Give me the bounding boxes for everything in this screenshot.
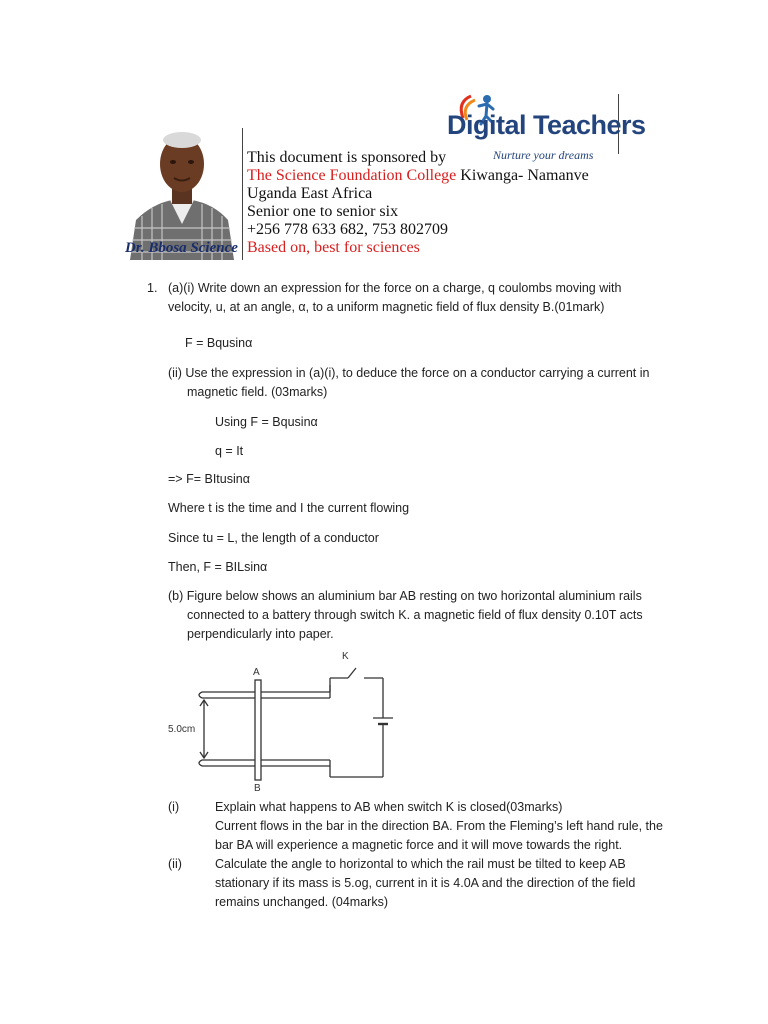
dimension-marker — [200, 700, 208, 758]
answer-step-6: Then, F = BILsinα — [168, 560, 268, 574]
motto-line: Based on, best for sciences — [247, 239, 420, 256]
sponsor-line: This document is sponsored by — [247, 149, 447, 166]
answer-step-1: Using F = Bqusinα — [215, 415, 318, 429]
answer-b-i: Current flows in the bar in the direction BA. From the Fleming’s left hand rule, the bar BA will experience a magnetic force and it will move towards the right. — [215, 819, 663, 852]
question-b-ii: Calculate the angle to horizontal to which the rail must be tilted to keep AB stationary if its mass is 5.og, current in it is 4.0A and the direction of the field remains unchanged. (04marks) — [215, 857, 636, 909]
logo-tagline: Nurture your dreams — [493, 148, 594, 162]
label-k: K — [342, 651, 349, 662]
college-line — [247, 167, 589, 185]
lower-rail — [199, 760, 330, 766]
upper-rail — [199, 678, 330, 698]
switch-k — [330, 668, 383, 678]
label-b: B — [254, 783, 261, 794]
question-a-i: (a)(i) Write down an expression for the force on a charge, q coulombs moving with velocity, u, at an angle, α, to a uniform magnetic field of flux density B.(01mark) — [168, 281, 622, 314]
question-b-intro: (b) Figure below shows an aluminium bar AB resting on two horizontal aluminium rails connected to a battery through switch K. a magnetic field of flux density 0.10T acts perpendicularly into paper. — [168, 589, 643, 641]
answer-step-4: Where t is the time and I the current flowing — [168, 501, 410, 515]
b-ii-number: (ii) — [168, 857, 182, 871]
b-i-number: (i) — [168, 800, 180, 814]
battery — [330, 678, 393, 777]
answer-step-5: Since tu = L, the length of a conductor — [168, 531, 379, 545]
college-place: Kiwanga- Namanve — [456, 167, 589, 184]
answer-step-3: => F= BItusinα — [168, 472, 250, 486]
college-name: The Science Foundation College — [247, 167, 457, 184]
answer-step-2: q = It — [215, 444, 244, 458]
levels-line: Senior one to senior six — [247, 203, 399, 220]
label-dimension: 5.0cm — [168, 724, 196, 735]
question-a-ii: (ii) Use the expression in (a)(i), to deduce the force on a conductor carrying a current in magnetic field. (03marks) — [168, 366, 650, 399]
answer-a-i: F = Bqusinα — [185, 336, 253, 350]
photo-caption: Dr. Bbosa Science — [125, 240, 238, 256]
location-line: Uganda East Africa — [247, 185, 373, 202]
logo-name: Digital Teachers — [447, 110, 646, 140]
circuit-figure — [166, 648, 406, 800]
question-number: 1. — [147, 281, 158, 295]
digital-teachers-logo — [447, 92, 646, 166]
phone-line: +256 778 633 682, 753 802709 — [247, 221, 449, 238]
aluminium-bar — [255, 680, 261, 780]
header-left-divider — [242, 128, 243, 260]
label-a: A — [253, 667, 260, 678]
question-b-i: Explain what happens to AB when switch K is closed(03marks) — [215, 800, 563, 814]
